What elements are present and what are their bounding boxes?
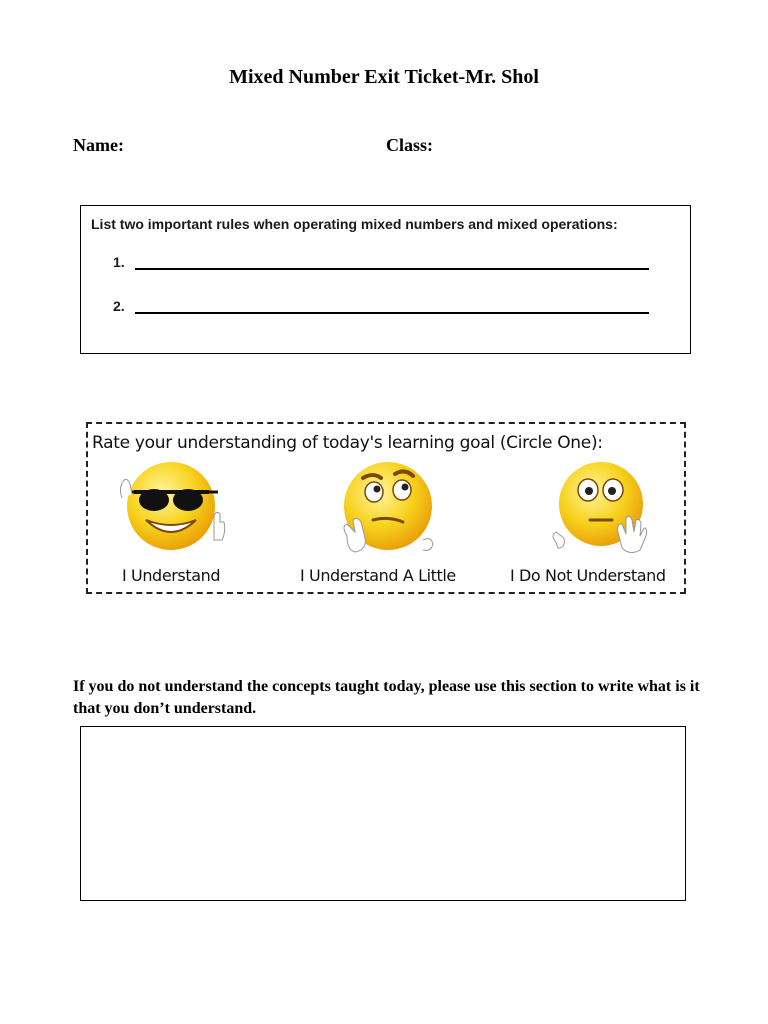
class-field-label: Class: bbox=[386, 135, 434, 155]
rules-box bbox=[80, 205, 691, 354]
feedback-instruction: If you do not understand the concepts taught today, please use this section to write what is it that you don’t understand. bbox=[73, 678, 700, 717]
rating-option-label[interactable]: I Understand bbox=[122, 566, 221, 585]
rating-option-label[interactable]: I Do Not Understand bbox=[510, 566, 666, 585]
rating-option-label[interactable]: I Understand A Little bbox=[300, 566, 456, 585]
rule-number: 1. bbox=[113, 254, 125, 270]
page-title: Mixed Number Exit Ticket-Mr. Shol bbox=[229, 66, 539, 88]
rule-answer-line-2[interactable] bbox=[113, 298, 649, 314]
rule-answer-line-1[interactable] bbox=[113, 254, 649, 270]
rating-prompt: Rate your understanding of today's learning goal (Circle One): bbox=[92, 433, 603, 453]
rule-blank[interactable] bbox=[135, 298, 649, 314]
name-field-label: Name: bbox=[73, 135, 124, 155]
rule-number: 2. bbox=[113, 298, 125, 314]
rule-blank[interactable] bbox=[135, 254, 649, 270]
thinking-emoji-icon[interactable] bbox=[333, 458, 443, 558]
cool-sunglasses-emoji-icon[interactable] bbox=[116, 458, 226, 558]
feedback-answer-box[interactable] bbox=[80, 726, 686, 901]
rules-prompt: List two important rules when operating mixed numbers and mixed operations: bbox=[91, 216, 618, 232]
confused-emoji-icon[interactable] bbox=[546, 458, 656, 558]
rating-box bbox=[86, 422, 686, 594]
